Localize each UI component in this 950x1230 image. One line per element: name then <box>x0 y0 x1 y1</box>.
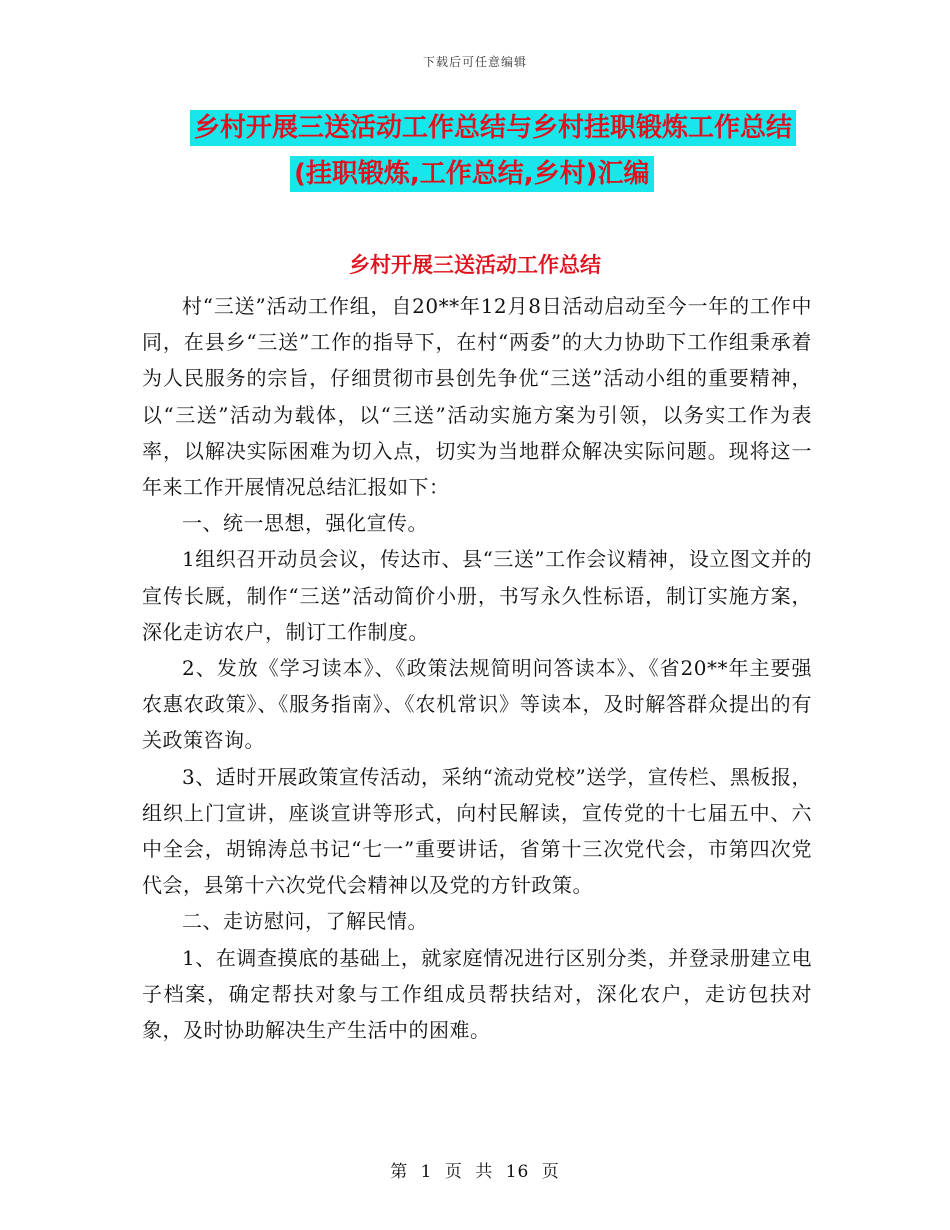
page-footer: 第 1 页 共 16 页 <box>390 1162 560 1182</box>
title-line-2: (挂职锻炼,工作总结,乡村)汇编 <box>290 156 654 192</box>
paragraph: 1组织召开动员会议，传达市、县“三送”工作会议精神，设立图文并的宣传长厩，制作“三送”活动简价小册，书写永久性标语，制订实施方案，深化走访农户，制订工作制度。 <box>142 547 812 644</box>
section-heading: 乡村开展三送活动工作总结 <box>349 253 601 277</box>
paragraph: 一、统一思想，强化宣传。 <box>182 511 428 536</box>
paragraph: 二、走访慰问，了解民情。 <box>182 909 428 934</box>
paragraph: 1、在调查摸底的基础上，就家庭情况进行区别分类，并登录册建立电子档案，确定帮扶对象与工作组成员帮扶结对，深化农户，走访包扶对象，及时协助解决生产生活中的困难。 <box>142 945 812 1043</box>
body-text <box>142 288 812 1048</box>
paragraph: 3、适时开展政策宣传活动，采纳“流动党校”送学，宣传栏、黑板报，组织上门宣讲，座谈宣讲等形式，向村民解读，宣传党的十七届五中、六中全会，胡锦涛总书记“七一”重要讲话，省第十三次党代会，市第四次党代会，县第十六次党代会精神以及党的方针政策。 <box>142 764 812 898</box>
paragraph: 2、发放《学习读本》、《政策法规简明问答读本》、《省20**年主要强农惠农政策》、《服务指南》、《农机常识》等读本，及时解答群众提出的有关政策咨询。 <box>142 656 812 753</box>
paragraph: 村“三送”活动工作组，自20**年12月8日活动启动至今一年的工作中同，在县乡“三送”工作的指导下，在村“两委”的大力协助下工作组秉承着为人民服务的宗旨，仔细贯彻市县创先争优“三送”活动小组的重要精神，以“三送”活动为载体，以“三送”活动实施方案为引领，以务实工作为表率，以解决实际困难为切入点，切实为当地群众解决实际问题。现将这一年来工作开展情况总结汇报如下： <box>142 294 812 500</box>
header-note: 下载后可任意编辑 <box>422 55 527 69</box>
title-line-1: 乡村开展三送活动工作总结与乡村挂职锻炼工作总结 <box>190 110 796 146</box>
